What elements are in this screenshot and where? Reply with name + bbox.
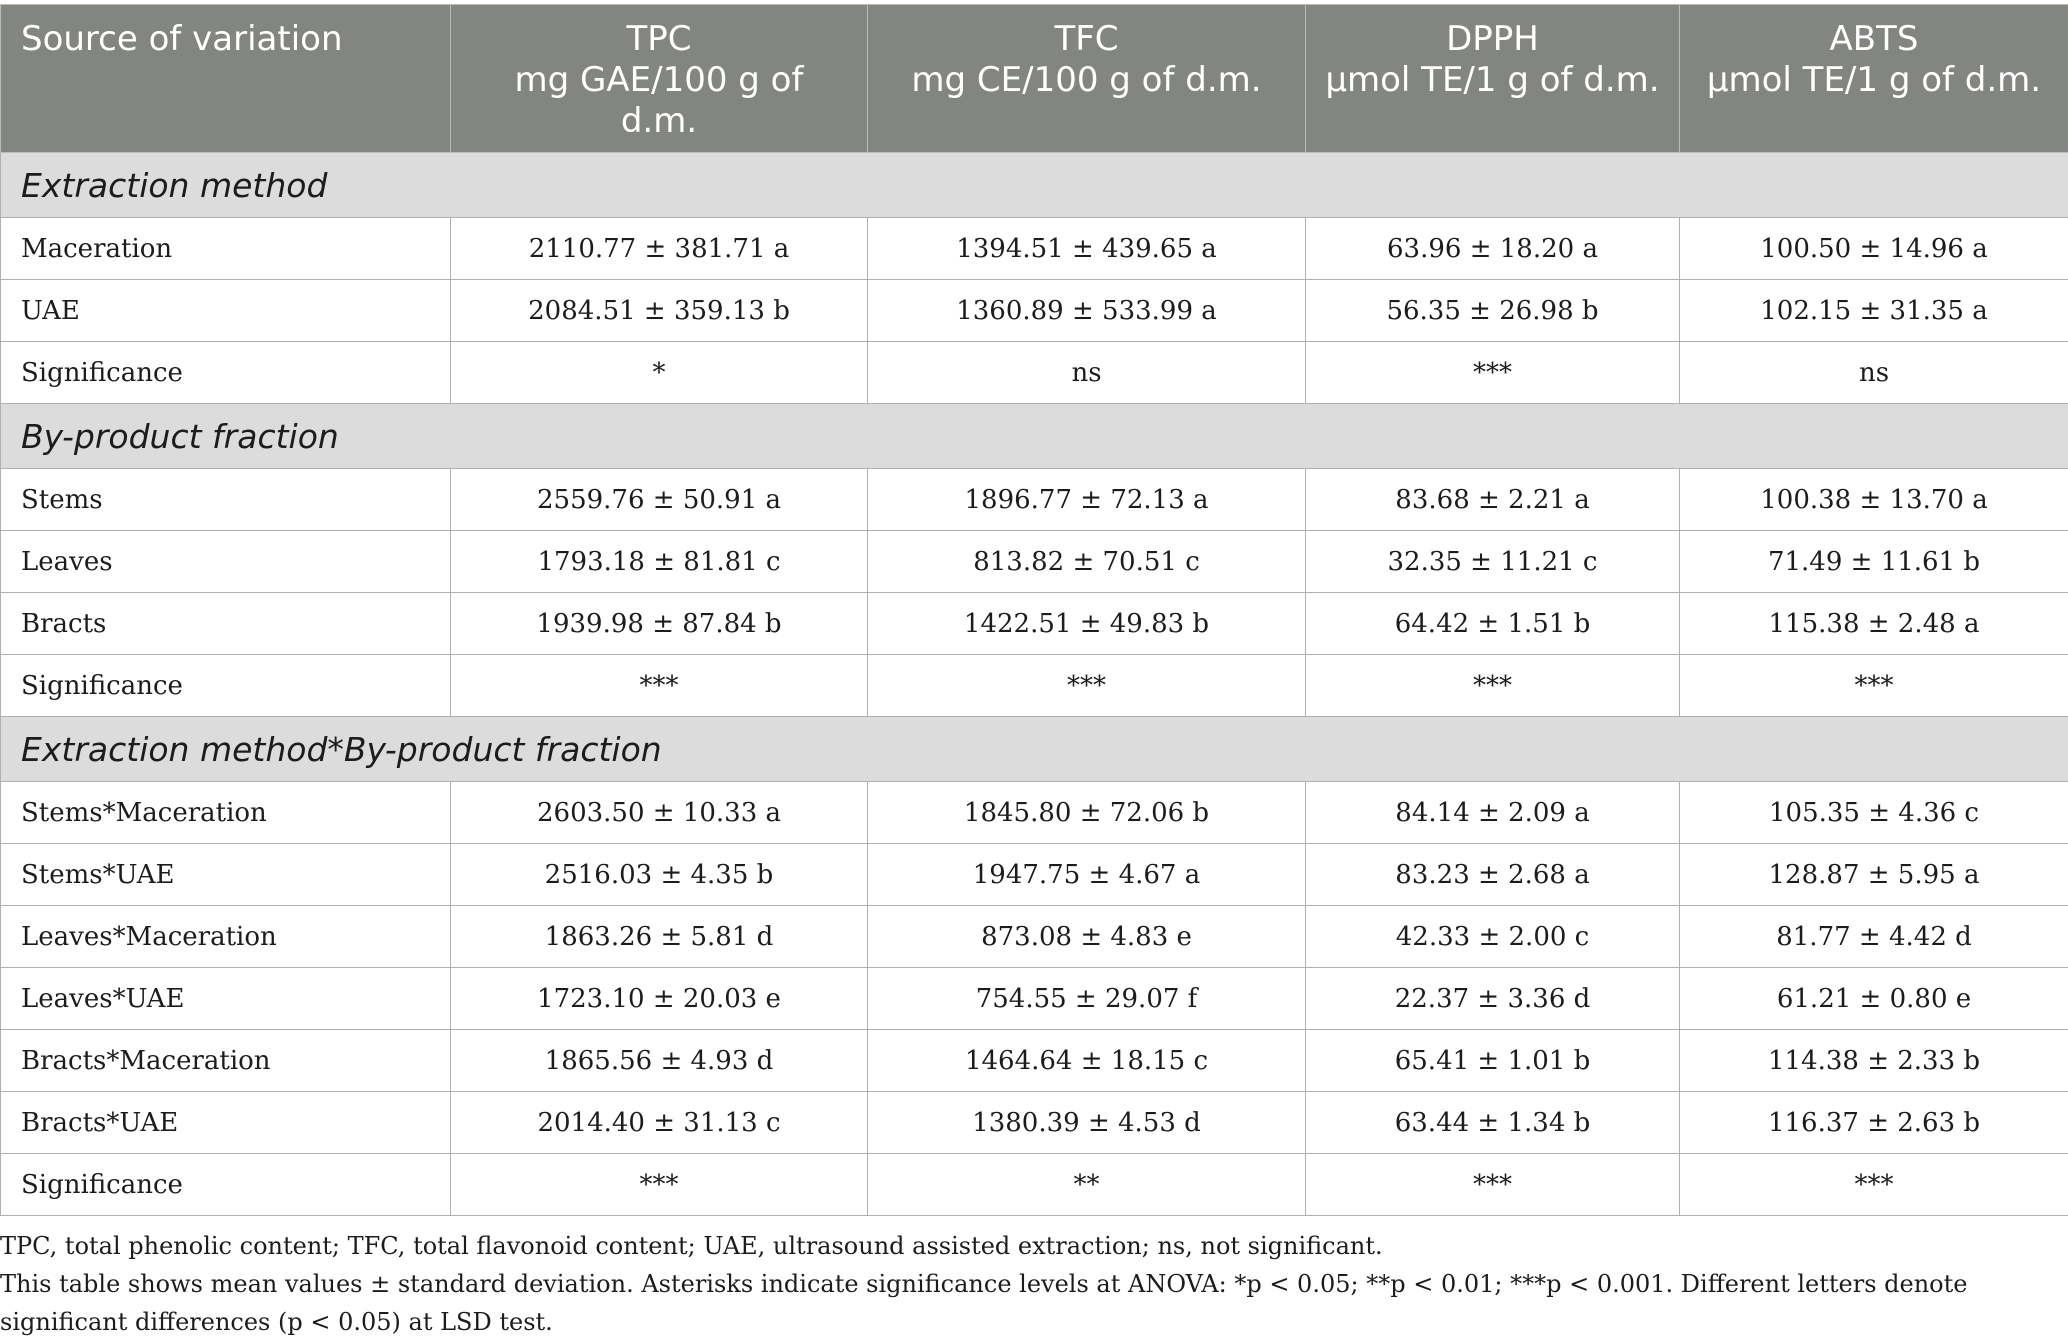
table-cell: 1863.26 ± 5.81 d — [451, 906, 868, 968]
table-cell: 1793.18 ± 81.81 c — [451, 531, 868, 593]
header-tpc — [451, 5, 868, 153]
table-cell: 1947.75 ± 4.67 a — [868, 844, 1306, 906]
table-cell: 32.35 ± 11.21 c — [1306, 531, 1680, 593]
header-abts — [1680, 5, 2068, 153]
table-cell: 83.68 ± 2.21 a — [1306, 469, 1680, 531]
table-row — [1, 531, 2068, 593]
header-line: DPPH — [1446, 19, 1539, 59]
header-tfc — [868, 5, 1306, 153]
header-line: mg CE/100 g of d.m. — [911, 60, 1262, 100]
table-cell: 1845.80 ± 72.06 b — [868, 782, 1306, 844]
row-label: UAE — [1, 280, 451, 342]
table-row — [1, 1092, 2068, 1154]
table-cell: 1896.77 ± 72.13 a — [868, 469, 1306, 531]
header-line: mg GAE/100 g of — [514, 60, 804, 100]
row-label: Leaves*UAE — [1, 968, 451, 1030]
header-row — [1, 5, 2068, 153]
header-line: d.m. — [620, 101, 698, 141]
table-cell: ns — [1680, 342, 2068, 404]
row-label: Significance — [1, 1154, 451, 1216]
table-cell: 813.82 ± 70.51 c — [868, 531, 1306, 593]
table-cell: 22.37 ± 3.36 d — [1306, 968, 1680, 1030]
results-table — [0, 4, 2068, 1216]
header-line: ABTS — [1829, 19, 1919, 59]
table-cell: * — [451, 342, 868, 404]
table-cell: 754.55 ± 29.07 f — [868, 968, 1306, 1030]
table-row — [1, 968, 2068, 1030]
section-header-row — [1, 153, 2068, 218]
row-label: Stems — [1, 469, 451, 531]
table-cell: 1394.51 ± 439.65 a — [868, 218, 1306, 280]
table-row — [1, 844, 2068, 906]
row-label: Maceration — [1, 218, 451, 280]
row-label: Leaves — [1, 531, 451, 593]
table-cell: 1939.98 ± 87.84 b — [451, 593, 868, 655]
table-cell: 116.37 ± 2.63 b — [1680, 1092, 2068, 1154]
header-line: µmol TE/1 g of d.m. — [1706, 60, 2042, 100]
table-cell: *** — [451, 1154, 868, 1216]
table-cell: 1380.39 ± 4.53 d — [868, 1092, 1306, 1154]
table-row — [1, 1154, 2068, 1216]
table-cell: 71.49 ± 11.61 b — [1680, 531, 2068, 593]
table-row — [1, 342, 2068, 404]
table-cell: 1865.56 ± 4.93 d — [451, 1030, 868, 1092]
table-cell: 100.38 ± 13.70 a — [1680, 469, 2068, 531]
section-title: By-product fraction — [1, 404, 2068, 469]
table-cell: 63.96 ± 18.20 a — [1306, 218, 1680, 280]
table-footnotes — [0, 1227, 2060, 1341]
table-row — [1, 218, 2068, 280]
table-cell: 2516.03 ± 4.35 b — [451, 844, 868, 906]
table-cell: *** — [1306, 655, 1680, 717]
section-title: Extraction method*By-product fraction — [1, 717, 2068, 782]
header-line: TPC — [626, 19, 692, 59]
table-cell: 873.08 ± 4.83 e — [868, 906, 1306, 968]
table-cell: 100.50 ± 14.96 a — [1680, 218, 2068, 280]
table-row — [1, 280, 2068, 342]
table-cell: 2084.51 ± 359.13 b — [451, 280, 868, 342]
table-row — [1, 1030, 2068, 1092]
table-cell: ** — [868, 1154, 1306, 1216]
table-cell: 2559.76 ± 50.91 a — [451, 469, 868, 531]
row-label: Stems*UAE — [1, 844, 451, 906]
table-cell: 42.33 ± 2.00 c — [1306, 906, 1680, 968]
table-row — [1, 593, 2068, 655]
table-cell: 102.15 ± 31.35 a — [1680, 280, 2068, 342]
table-cell: 2110.77 ± 381.71 a — [451, 218, 868, 280]
table-row — [1, 469, 2068, 531]
table-cell: 81.77 ± 4.42 d — [1680, 906, 2068, 968]
row-label: Significance — [1, 655, 451, 717]
footnote-abbreviations: TPC, total phenolic content; TFC, total flavonoid content; UAE, ultrasound assisted extraction; ns, not significant. — [0, 1232, 1383, 1260]
header-dpph — [1306, 5, 1680, 153]
section-title: Extraction method — [1, 153, 2068, 218]
header-line: TFC — [1054, 19, 1119, 59]
table-cell: 83.23 ± 2.68 a — [1306, 844, 1680, 906]
header-line: Source of variation — [21, 19, 343, 59]
table-cell: *** — [451, 655, 868, 717]
table-cell: *** — [1306, 1154, 1680, 1216]
header-line: µmol TE/1 g of d.m. — [1325, 60, 1660, 100]
table-cell: *** — [1680, 1154, 2068, 1216]
table-row — [1, 655, 2068, 717]
table-cell: *** — [1306, 342, 1680, 404]
table-cell: 128.87 ± 5.95 a — [1680, 844, 2068, 906]
table-cell: 61.21 ± 0.80 e — [1680, 968, 2068, 1030]
table-cell: 63.44 ± 1.34 b — [1306, 1092, 1680, 1154]
table-row — [1, 906, 2068, 968]
table-cell: 1723.10 ± 20.03 e — [451, 968, 868, 1030]
table-cell: *** — [1680, 655, 2068, 717]
row-label: Bracts*UAE — [1, 1092, 451, 1154]
row-label: Bracts — [1, 593, 451, 655]
table-cell: 2014.40 ± 31.13 c — [451, 1092, 868, 1154]
table-row — [1, 782, 2068, 844]
header-source-of-variation — [1, 5, 451, 153]
table-cell: ns — [868, 342, 1306, 404]
footnote-statistics: This table shows mean values ± standard deviation. Asterisks indicate significance levels at ANOVA: *p < 0.05; **p < 0.01; ***p < 0.001. Different letters denote significant differences (p < 0.05) at LSD test. — [0, 1270, 1968, 1336]
table-cell: 64.42 ± 1.51 b — [1306, 593, 1680, 655]
table-cell: 1422.51 ± 49.83 b — [868, 593, 1306, 655]
row-label: Significance — [1, 342, 451, 404]
table-cell: 114.38 ± 2.33 b — [1680, 1030, 2068, 1092]
table-body — [1, 153, 2068, 1216]
table-cell: 1360.89 ± 533.99 a — [868, 280, 1306, 342]
results-table-container — [0, 4, 2068, 1216]
table-cell: 2603.50 ± 10.33 a — [451, 782, 868, 844]
table-cell: *** — [868, 655, 1306, 717]
table-cell: 56.35 ± 26.98 b — [1306, 280, 1680, 342]
table-cell: 105.35 ± 4.36 c — [1680, 782, 2068, 844]
section-header-row — [1, 717, 2068, 782]
row-label: Stems*Maceration — [1, 782, 451, 844]
table-cell: 115.38 ± 2.48 a — [1680, 593, 2068, 655]
section-header-row — [1, 404, 2068, 469]
row-label: Leaves*Maceration — [1, 906, 451, 968]
table-cell: 65.41 ± 1.01 b — [1306, 1030, 1680, 1092]
table-cell: 84.14 ± 2.09 a — [1306, 782, 1680, 844]
table-cell: 1464.64 ± 18.15 c — [868, 1030, 1306, 1092]
row-label: Bracts*Maceration — [1, 1030, 451, 1092]
